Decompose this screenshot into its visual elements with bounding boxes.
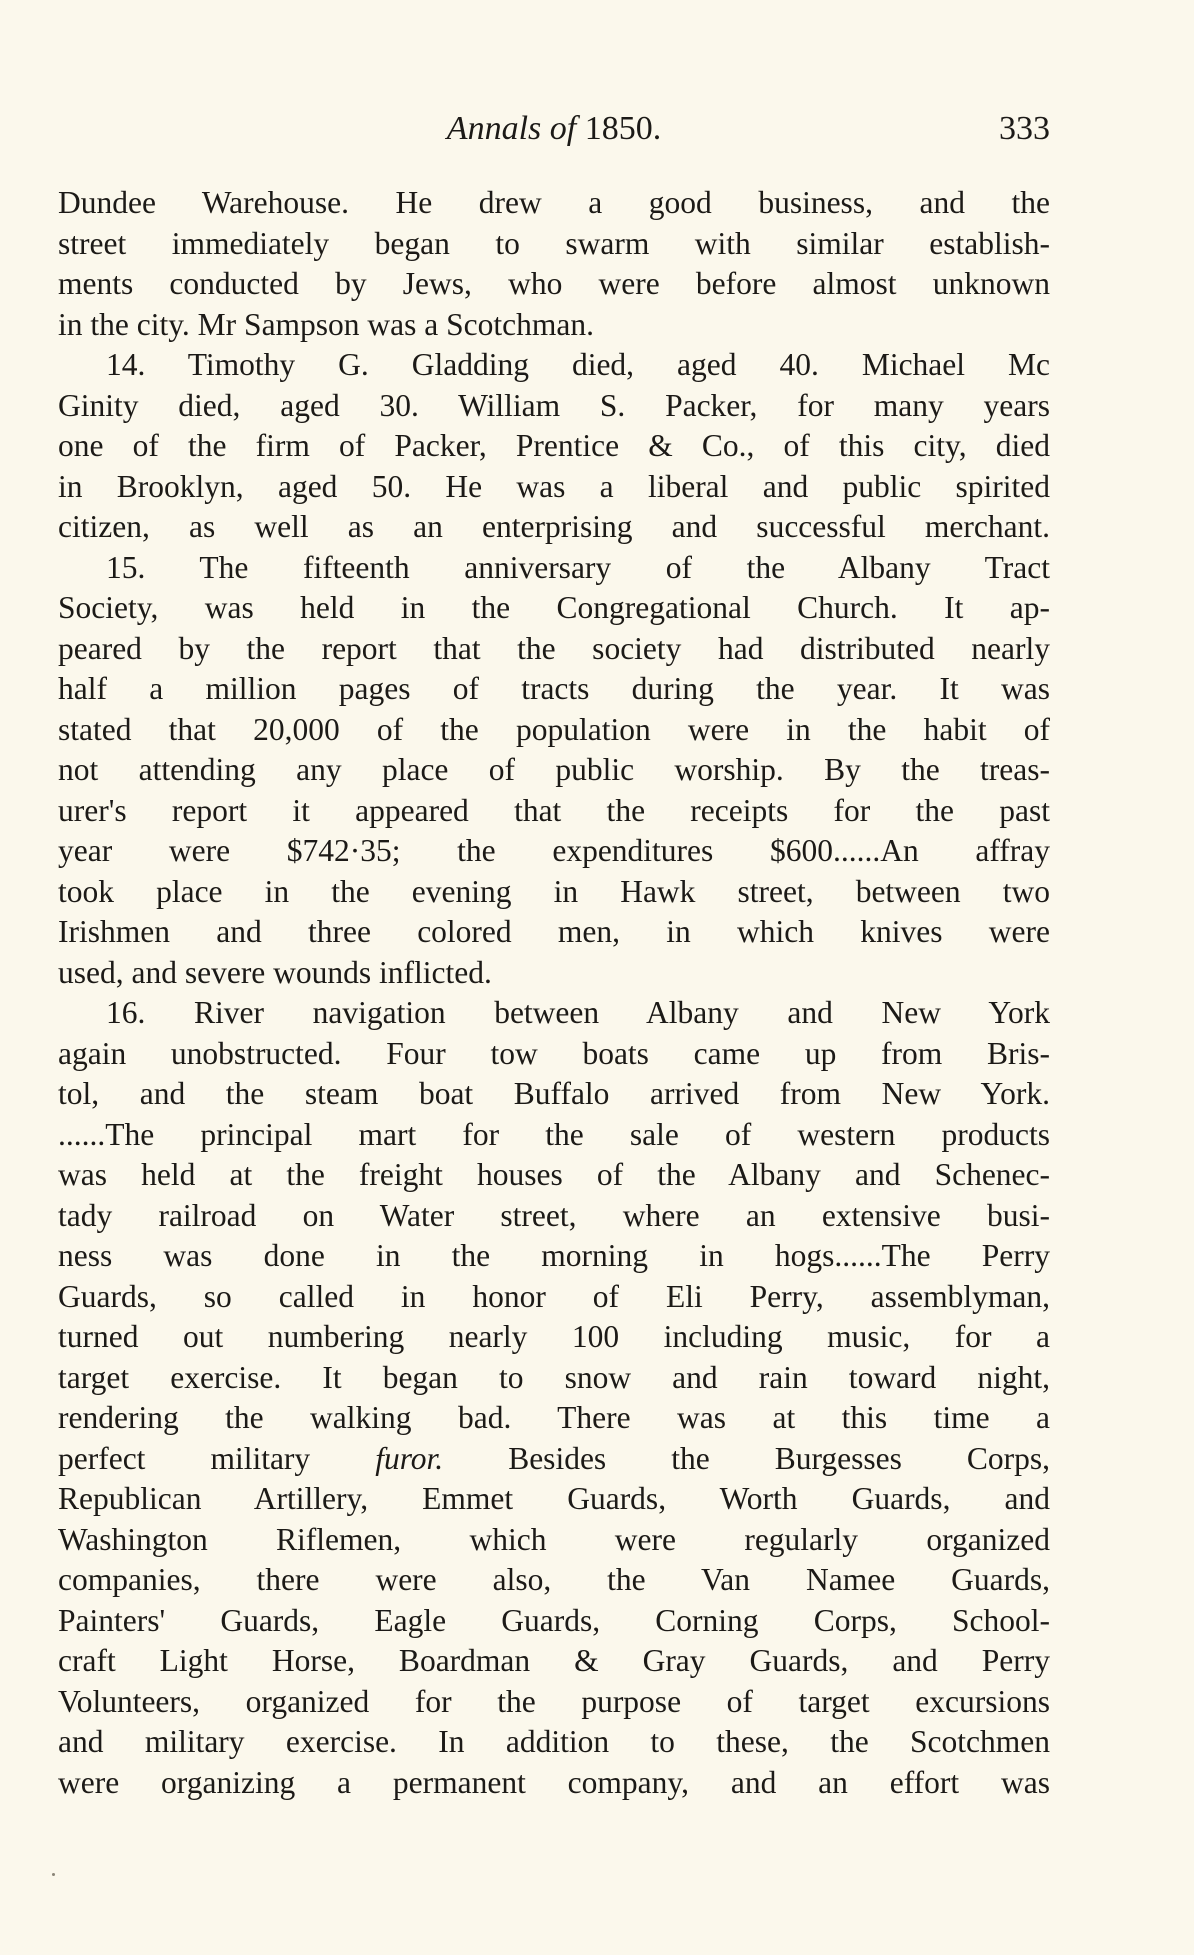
text-line: Washington Riflemen, which were regularly organized	[58, 1521, 1050, 1557]
text-line: Republican Artillery, Emmet Guards, Worth Guards, and	[58, 1481, 1050, 1516]
text-line: Guards, so called in honor of Eli Perry, assemblyman,	[58, 1278, 1050, 1314]
paper-speck	[52, 1873, 55, 1876]
text-line: Ginity died, aged 30. William S. Packer, for many years	[58, 387, 1050, 423]
text-line: Painters' Guards, Eagle Guards, Corning Corps, School-	[58, 1602, 1050, 1638]
text-line: Dundee Warehouse. He drew a good business, and the	[58, 185, 1050, 220]
text-line: were organizing a permanent company, and an effort was	[58, 1764, 1050, 1800]
text-fragment: perfect military	[58, 1440, 311, 1476]
text-line-mixed	[58, 1439, 1050, 1480]
text-line: again unobstructed. Four tow boats came up from Bris-	[58, 1035, 1050, 1071]
text-line: rendering the walking bad. There was at this time a	[58, 1400, 1050, 1435]
text-line: Irishmen and three colored men, in which knives were	[58, 914, 1050, 949]
text-line: tol, and the steam boat Buffalo arrived from New York.	[58, 1076, 1050, 1111]
text-line: ments conducted by Jews, who were before almost unknown	[58, 266, 1050, 301]
text-line: one of the firm of Packer, Prentice & Co., of this city, died	[58, 428, 1050, 463]
text-line: peared by the report that the society had distributed nearly	[58, 630, 1050, 666]
text-line: craft Light Horse, Boardman & Gray Guards, and Perry	[58, 1643, 1050, 1678]
page-header	[58, 110, 1050, 160]
text-line: used, and severe wounds inflicted.	[58, 954, 492, 990]
text-line: was held at the freight houses of the Albany and Schenec-	[58, 1157, 1050, 1192]
text-line: turned out numbering nearly 100 including music, for a	[58, 1319, 1050, 1354]
text-line: and military exercise. In addition to these, the Scotchmen	[58, 1724, 1050, 1759]
text-line: citizen, as well as an enterprising and successful merchant.	[58, 509, 1050, 544]
running-head	[58, 110, 1050, 148]
text-line: street immediately began to swarm with similar establish-	[58, 225, 1050, 261]
text-line: ......The principal mart for the sale of western products	[58, 1116, 1050, 1152]
text-line: stated that 20,000 of the population were in the habit of	[58, 711, 1050, 747]
text-line: tady railroad on Water street, where an extensive busi-	[58, 1197, 1050, 1233]
text-line: in the city. Mr Sampson was a Scotchman.	[58, 306, 594, 342]
text-fragment: Besides the Burgesses Corps,	[508, 1440, 1051, 1476]
text-line: 15. The fifteenth anniversary of the Albany Tract	[106, 549, 1050, 585]
text-line: 16. River navigation between Albany and New York	[106, 995, 1050, 1030]
running-head-year: 1850.	[584, 110, 662, 147]
text-line: Society, was held in the Congregational Church. It ap-	[58, 590, 1050, 625]
text-line: in Brooklyn, aged 50. He was a liberal and public spirited	[58, 468, 1050, 504]
body-text	[58, 183, 1050, 1803]
text-line: took place in the evening in Hawk street, between two	[58, 873, 1050, 909]
page-number: 333	[999, 110, 1050, 147]
text-line: urer's report it appeared that the receipts for the past	[58, 792, 1050, 828]
text-line: not attending any place of public worship. By the treas-	[58, 752, 1050, 787]
text-line: year were $742·35; the expenditures $600......An affray	[58, 833, 1050, 868]
running-head-title: Annals of	[446, 110, 577, 147]
text-line: companies, there were also, the Van Namee Guards,	[58, 1562, 1050, 1597]
text-line: half a million pages of tracts during the year. It was	[58, 671, 1050, 706]
text-line: ness was done in the morning in hogs......The Perry	[58, 1238, 1050, 1273]
italic-word: furor.	[375, 1440, 444, 1476]
text-line: target exercise. It began to snow and rain toward night,	[58, 1359, 1050, 1395]
text-line: Volunteers, organized for the purpose of target excursions	[58, 1683, 1050, 1719]
text-line: 14. Timothy G. Gladding died, aged 40. Michael Mc	[106, 347, 1050, 382]
